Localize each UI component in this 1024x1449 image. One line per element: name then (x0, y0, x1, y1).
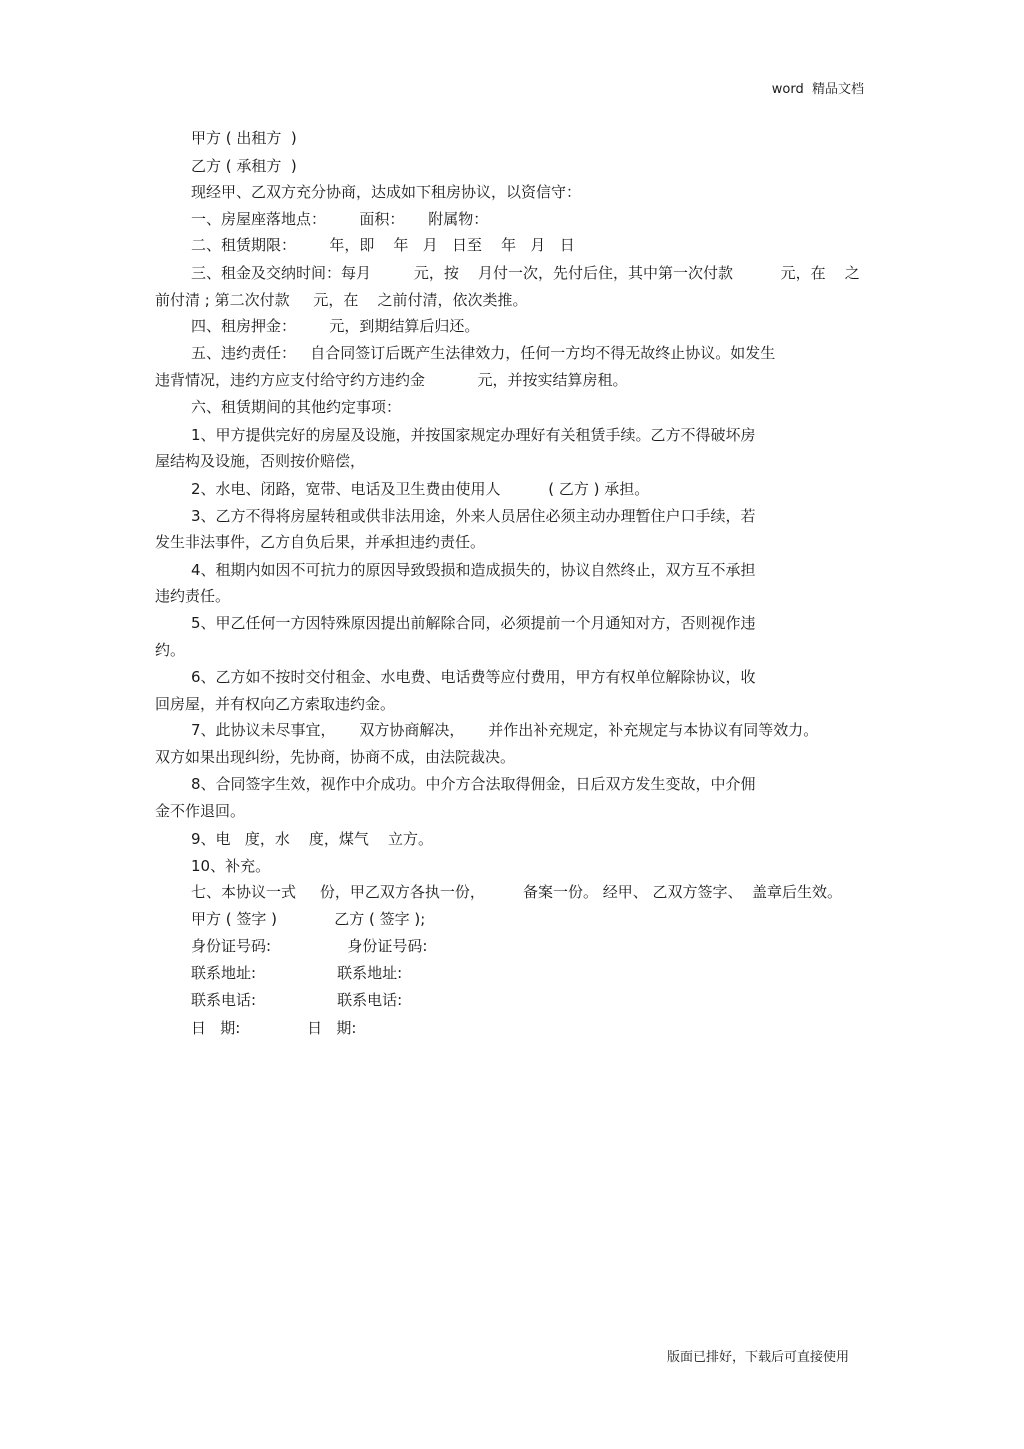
clause-4-line: 四、租房押金： 元，到期结算后归还。 (191, 317, 480, 335)
clause-1-line: 一、房屋座落地点： 面积： 附属物： (191, 210, 489, 228)
item-5-line: 5、甲乙任何一方因特殊原因提出前解除合同，必须提前一个月通知对方，否则视作违 (191, 614, 756, 632)
signature-line: 甲方 ( 签字 ) 乙方 ( 签字 ); (191, 910, 426, 928)
clause-7-line: 七、本协议一式 份，甲乙双方各执一份， 备案一份。 经甲、 乙双方签字、 盖章后生效。 (191, 883, 843, 901)
item-8-line: 8、合同签字生效，视作中介成功。中介方合法取得佣金，日后双方发生变故，中介佣 (191, 775, 756, 793)
item-1-cont-line: 屋结构及设施，否则按价赔偿， (155, 452, 366, 470)
page-footer: 版面已排好，下载后可直接使用 (666, 1350, 849, 1365)
date-line: 日 期: 日 期: (191, 1019, 357, 1037)
item-6-cont-line: 回房屋，并有权向乙方索取违约金。 (155, 695, 396, 713)
address-line: 联系地址: 联系地址: (191, 964, 403, 982)
page-header: word 精品文档 (771, 82, 864, 97)
clause-2-line: 二、租赁期限： 年，即 年 月 日至 年 月 日 (191, 236, 575, 254)
item-7-cont-line: 双方如果出现纠纷，先协商，协商不成，由法院裁决。 (155, 748, 516, 766)
clause-5-cont-line: 违背情况，违约方应支付给守约方违约金 元，并按实结算房租。 (155, 371, 628, 389)
intro-line: 现经甲、乙双方充分协商，达成如下租房协议，以资信守： (191, 183, 582, 201)
clause-5-line: 五、违约责任： 自合同签订后既产生法律效力，任何一方均不得无故终止协议。如发生 (191, 344, 776, 362)
phone-line: 联系电话: 联系电话: (191, 991, 403, 1009)
party-a-line: 甲方 ( 出租方 ) (191, 129, 297, 147)
item-2-line: 2、水电、闭路，宽带、电话及卫生费由使用人 ( 乙方 ) 承担。 (191, 480, 650, 498)
item-10-line: 10、补充。 (191, 857, 271, 875)
item-9-line: 9、电 度，水 度，煤气 立方。 (191, 830, 433, 848)
clause-6-heading: 六、租赁期间的其他约定事项： (191, 398, 402, 416)
item-5-cont-line: 约。 (155, 641, 186, 659)
item-8-cont-line: 金不作退回。 (155, 802, 246, 820)
id-number-line: 身份证号码: 身份证号码: (191, 937, 428, 955)
item-1-line: 1、甲方提供完好的房屋及设施，并按国家规定办理好有关租赁手续。乙方不得破坏房 (191, 426, 756, 444)
item-4-line: 4、租期内如因不可抗力的原因导致毁损和造成损失的，协议自然终止，双方互不承担 (191, 561, 756, 579)
party-b-line: 乙方 ( 承租方 ) (191, 157, 297, 175)
item-4-cont-line: 违约责任。 (155, 587, 231, 605)
item-3-line: 3、乙方不得将房屋转租或供非法用途，外来人员居住必须主动办理暂住户口手续，若 (191, 507, 756, 525)
item-7-line: 7、此协议未尽事宜， 双方协商解决， 并作出补充规定，补充规定与本协议有同等效力。 (191, 721, 819, 739)
item-3-cont-line: 发生非法事件，乙方自负后果，并承担违约责任。 (155, 533, 486, 551)
item-6-line: 6、乙方如不按时交付租金、水电费、电话费等应付费用，甲方有权单位解除协议，收 (191, 668, 756, 686)
clause-3-line: 三、租金及交纳时间：每月 元，按 月付一次，先付后住，其中第一次付款 元，在 之 (191, 264, 860, 282)
clause-3-cont-line: 前付清 ; 第二次付款 元，在 之前付清，依次类推。 (155, 291, 528, 309)
